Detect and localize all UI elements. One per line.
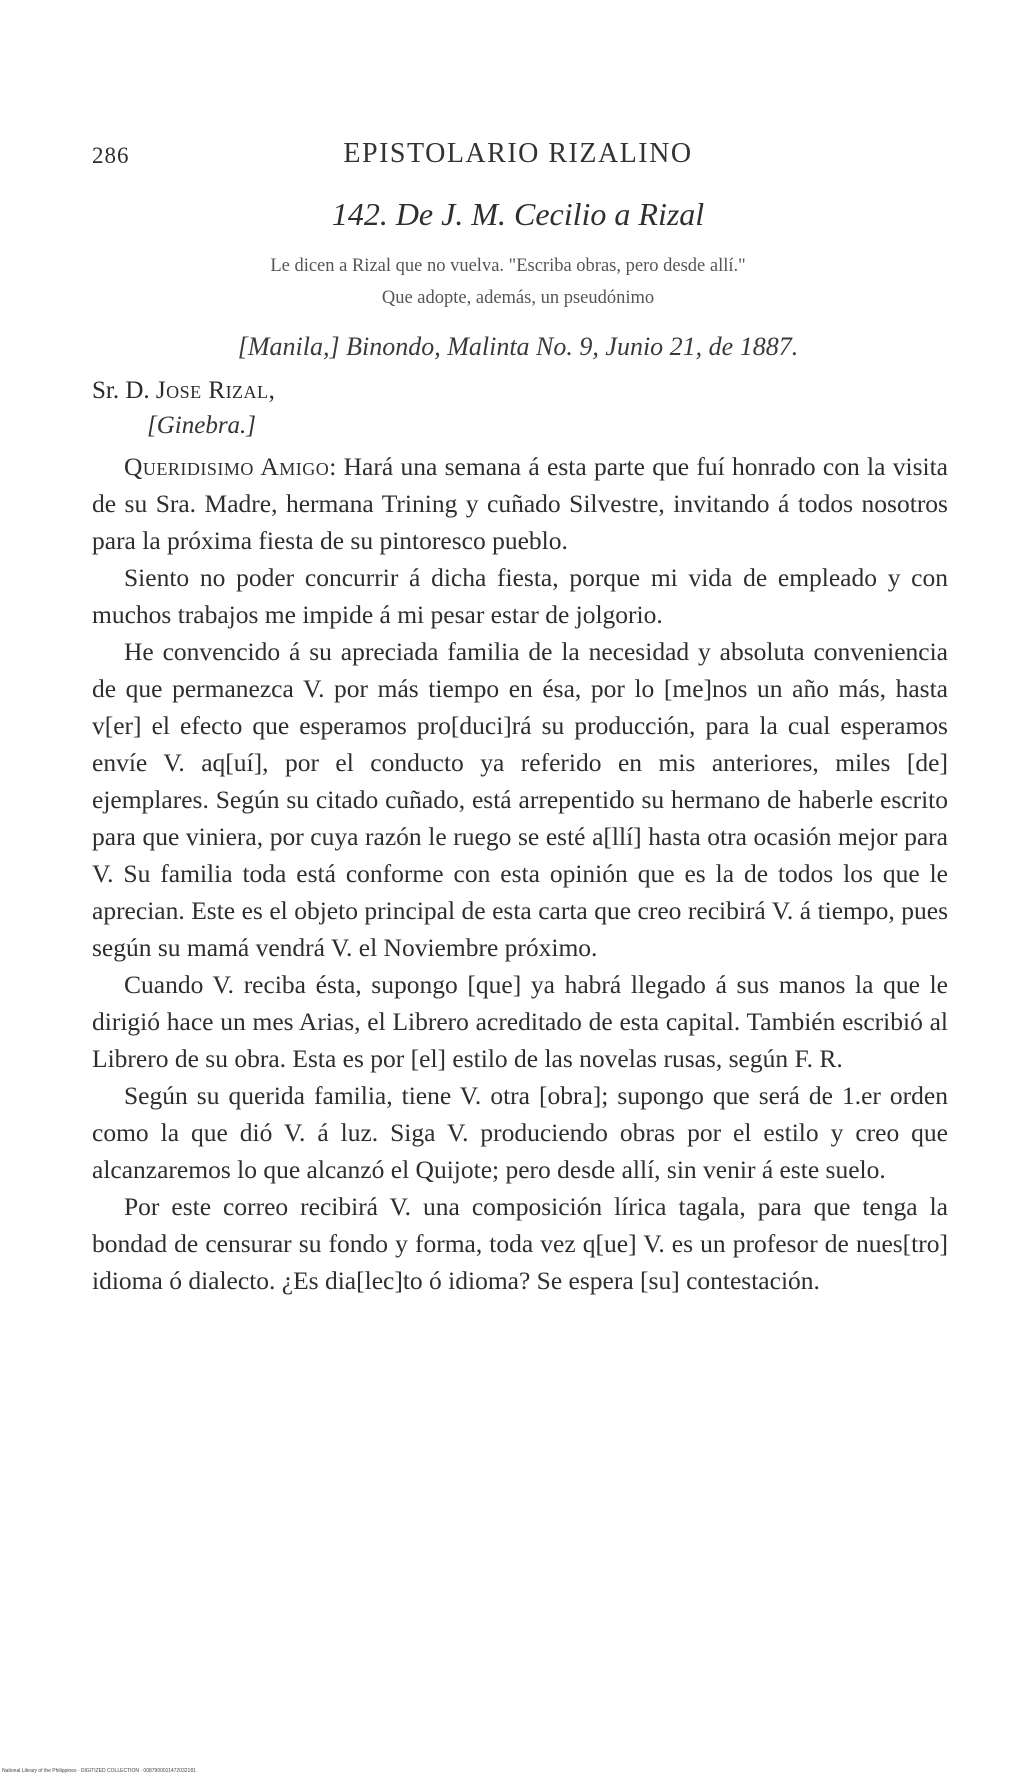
paragraph-6: Por este correo recibirá V. una composición lírica tagala, para que tenga la bondad de censurar su fondo y forma, toda vez q[ue] V. es un profesor de nues[tro] idioma ó dialecto. ¿Es dia[lec]to ó idioma? Se espera [su] contestación. [92, 1192, 948, 1295]
paragraph-5: Según su querida familia, tiene V. otra [obra]; supongo que será de 1.er orden como la que dió V. á luz. Siga V. produciendo obras por el estilo y creo que alcanzaremos lo que alcanzó el Quijote; pero desde allí, sin venir á este suelo. [92, 1081, 948, 1184]
letter-summary-line-1: Le dicen a Rizal que no vuelva. "Escriba obras, pero desde allí." [270, 256, 746, 276]
paragraph-2: Siento no poder concurrir á dicha fiesta, porque mi vida de empleado y con muchos trabajos me impide á mi pesar estar de jolgorio. [92, 563, 948, 629]
paragraph-1 [92, 448, 948, 559]
dateline: [Manila,] Binondo, Malinta No. 9, Junio 21, de 1887. [237, 332, 799, 361]
paragraph-1-text: : Hará una semana á esta parte que fuí honrado con la visita de su Sra. Madre, hermana Trining y cuñado Silvestre, invitando á todos nosotros para la próxima fiesta de su pintoresco pueblo. [92, 452, 948, 555]
footer-credit: National Library of the Philippines · DIGITIZED COLLECTION · 0087900011472032181 [2, 1768, 196, 1774]
letter-body [92, 448, 948, 1299]
addressee-place: [Ginebra.] [147, 412, 257, 439]
running-head: EPISTOLARIO RIZALINO [343, 138, 693, 169]
letter-title: 142. De J. M. Cecilio a Rizal [331, 196, 705, 232]
salutation: Queridisimo Amigo [124, 452, 330, 481]
letter-summary-line-2: Que adopte, además, un pseudónimo [381, 288, 655, 308]
addressee [92, 377, 275, 405]
paragraph-3: He convencido á su apreciada familia de la necesidad y absoluta conveniencia de que permanezca V. por más tiempo en ésa, por lo [me]nos un año más, hasta v[er] el efecto que esperamos pro[duci]rá su producción, para la cual esperamos envíe V. aq[uí], por el conducto ya referido en mis anteriores, miles [de] ejemplares. Según su citado cuñado, está arrepentido su hermano de haberle escrito para que viniera, por cuya razón le ruego se esté a[llí] hasta otra ocasión mejor para V. Su familia toda está conforme con esta opinión que es la de todos los que le aprecian. Este es el objeto principal de esta carta que creo recibirá V. á tiempo, pues según su mamá vendrá V. el Noviembre próximo. [92, 637, 948, 962]
addressee-suffix: , [268, 377, 275, 404]
page-number: 286 [92, 143, 130, 168]
addressee-prefix: Sr. D. [92, 377, 156, 404]
addressee-name: Jose Rizal [155, 377, 269, 404]
paragraph-4: Cuando V. reciba ésta, supongo [que] ya habrá llegado á sus manos la que le dirigió hace un mes Arias, el Librero acreditado de esta capital. También escribió al Librero de su obra. Esta es por [el] estilo de las novelas rusas, según F. R. [92, 970, 948, 1073]
